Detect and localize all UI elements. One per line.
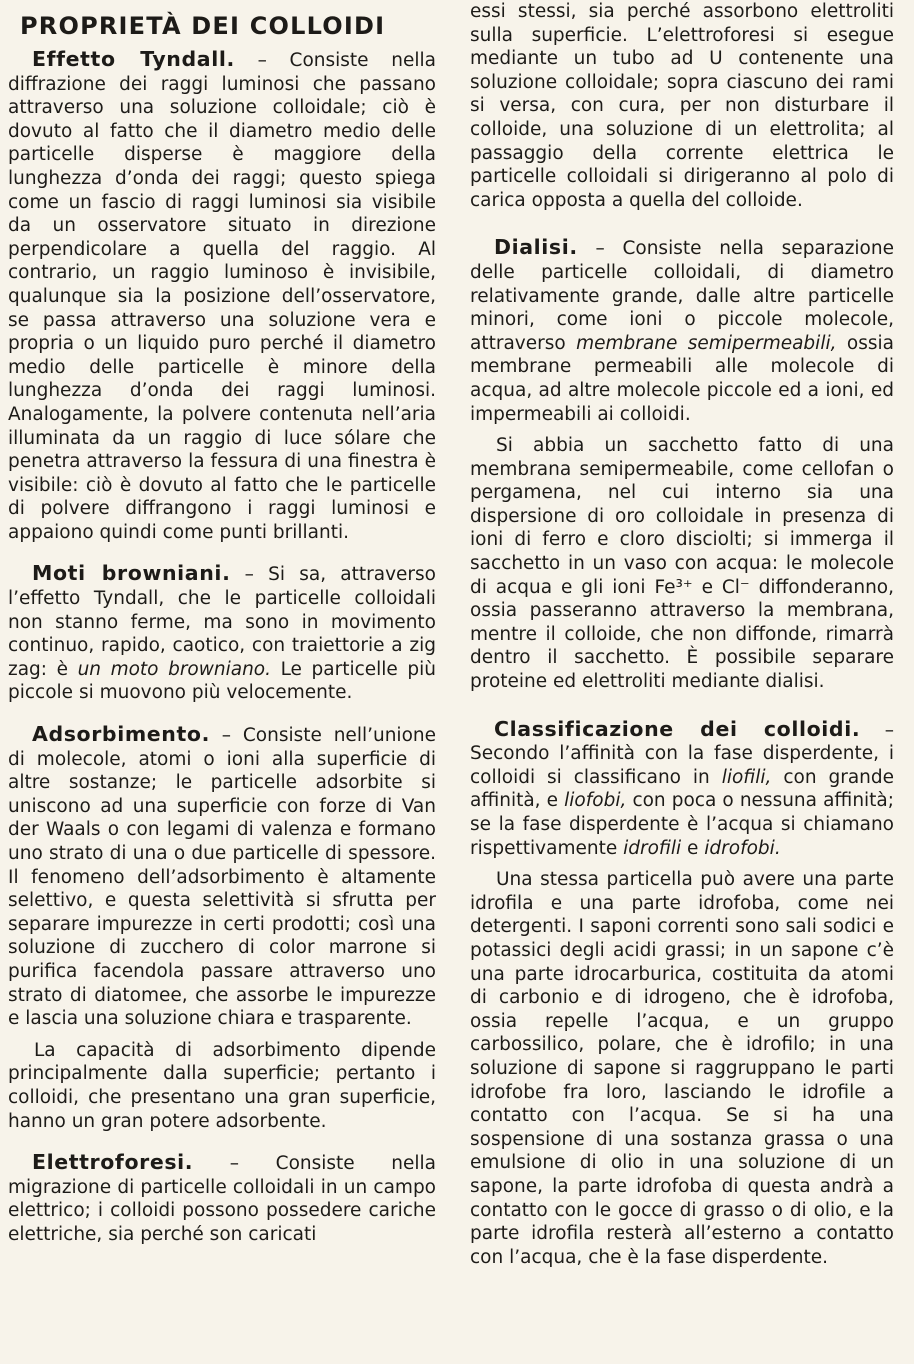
text-classificazione-b: con grande affinità, e [470,766,895,812]
text-dialisi-italic: membrane semipermeabili, [576,332,837,354]
heading-classificazione: Classificazione dei colloidi. [494,716,861,741]
text-browniani-b: Le particelle più piccole si muovono più velocemente. [8,658,436,704]
heading-elettroforesi: Elettroforesi. [32,1150,194,1175]
text-elettroforesi: – Consiste nella migrazione di particelle colloidali in un campo elettrico; i colloidi possono possedere cariche elettriche, sia perché son caricati [8,1153,437,1245]
text-browniani-italic: un moto browniano. [77,658,271,680]
heading-tyndall: Effetto Tyndall. [32,47,235,71]
paragraph-dialisi-2: Si abbia un sacchetto fatto di una membrana semipermeabile, come cellofan o pergamena, nel cui interno sia una dispersione di oro colloidale in presenza di ioni di ferro e cloro disciolti; si immerga il sacchetto in un vaso con acqua: le molecole di acqua e gli ioni Fe³⁺ e Cl⁻ diffonderanno, ossia passeranno attraverso la membrana, mentre il colloide, che non diffonde, rimarrà dentro il sacchetto. È possibile separare proteine ed elettroliti mediante dialisi. [470,435,894,693]
term-liofili: liofili, [721,766,772,788]
paragraph-adsorbimento [8,723,436,1031]
paragraph-elettroforesi [8,1151,436,1246]
heading-browniani: Moti browniani. [32,561,231,586]
page-title: PROPRIETÀ DEI COLLOIDI [20,12,386,40]
text-dialisi-a: – Consiste nella separazione delle particelle colloidali, di diametro relativamente grande, dalle altre particelle minori, come ioni o piccole molecole, attraverso [470,238,894,354]
paragraph-tyndall [8,48,436,544]
term-idrofobi: idrofobi. [704,837,781,859]
text-classificazione-a: – Secondo l’affinità con la fase disperdente, i colloidi si classificano in [470,719,894,788]
text-dialisi-b: ossia membrane permeabili alle molecole di acqua, ad altre molecole piccole ed a ioni, ed impermeabili ai colloidi. [470,332,894,425]
heading-adsorbimento: Adsorbimento. [32,722,210,747]
heading-dialisi: Dialisi. [494,235,578,260]
paragraph-classificazione [470,718,894,861]
text-adsorbimento: – Consiste nell’unione di molecole, atomi o ioni alla superficie di altre sostanze; le particelle adsorbite si uniscono ad una superficie con forze di Van der Waals o con legami di valenza e formano uno strato di una o due particelle di spessore. Il fenomeno dell’adsorbimento è altamente selettivo, e questa selettività si sfrutta per separare impurezze in certi prodotti; così una soluzione di zucchero di color marrone si purifica facendola passare attraverso uno strato di diatomee, che assorbe le impurezze e lascia una soluzione chiara e trasparente. [8,725,436,1030]
paragraph-browniani [8,562,436,705]
paragraph-classificazione-2: Una stessa particella può avere una parte idrofila e una parte idrofoba, come nei detergenti. I saponi correnti sono sali sodici e potassici degli acidi grassi; in un sapone c’è una parte idrocarburica, costituita da atomi di carbonio e di idrogeno, che è idrofoba, ossia repelle l’acqua, e un gruppo carbossilico, polare, che è idrofilo; in una soluzione di sapone si raggruppano le parti idrofobe fra loro, lasciando le idrofile a contatto con l’acqua. Se si ha una sospensione di una sostanza grassa o una emulsione di olio in una soluzione di un sapone, la parte idrofoba di questa andrà a contatto con le gocce di grasso o di olio, e la parte idrofila resterà all’esterno a contatto con l’acqua, che è la fase disperdente. [470,869,894,1268]
paragraph-adsorbimento-2: La capacità di adsorbimento dipende principalmente dalla superficie; pertanto i colloidi, che presentano una gran superficie, hanno un gran potere adsorbente. [8,1039,436,1132]
text-classificazione-c: con poca o nessuna affinità; se la fase disperdente è l’acqua si chiamano rispettivamente [470,790,895,859]
right-column [470,0,894,1269]
term-idrofili: idrofili [623,837,682,859]
term-liofobi: liofobi, [564,790,627,812]
text-classificazione-d: e [681,837,705,859]
text-tyndall: – Consiste nella diffrazione dei raggi luminosi che passano attraverso una soluzione colloidale; ciò è dovuto al fatto che il diametro medio delle particelle disperse è maggiore della lunghezza d’onda dei raggi; questo spiega come un fascio di raggi luminosi sia visibile da un osservatore situato in direzione perpendicolare a quella del raggio. Al contrario, un raggio luminoso è invisibile, qualunque sia la posizione dell’osservatore, se passa attraverso una soluzione vera e propria o un liquido puro perché il diametro medio delle particelle è minore della lunghezza d’onda dei raggi luminosi. Analogamente, la polvere contenuta nell’aria illuminata da un raggio di luce sólare che penetra attraverso la fessura di una finestra è visibile: ciò è dovuto al fatto che le particelle di polvere diffrangono i raggi luminosi e appaiono quindi come punti brillanti. [8,50,436,543]
paragraph-dialisi [470,236,894,426]
paragraph-elettroforesi-cont: essi stessi, sia perché assorbono elettroliti sulla superficie. L’elettroforesi si esegue mediante un tubo ad U contenente una soluzione colloidale; sopra ciascuno dei rami si versa, con cura, per non disturbare il colloide, una soluzione di un elettrolita; al passaggio della corrente elettrica le particelle colloidali si dirigeranno al polo di carica opposta a quella del colloide. [470,1,894,211]
left-column [8,0,436,1247]
text-browniani-a: – Si sa, attraverso l’effetto Tyndall, che le particelle colloidali non stanno ferme, ma sono in movimento continuo, rapido, caotico, con traiettorie a zig zag: è [8,564,436,680]
